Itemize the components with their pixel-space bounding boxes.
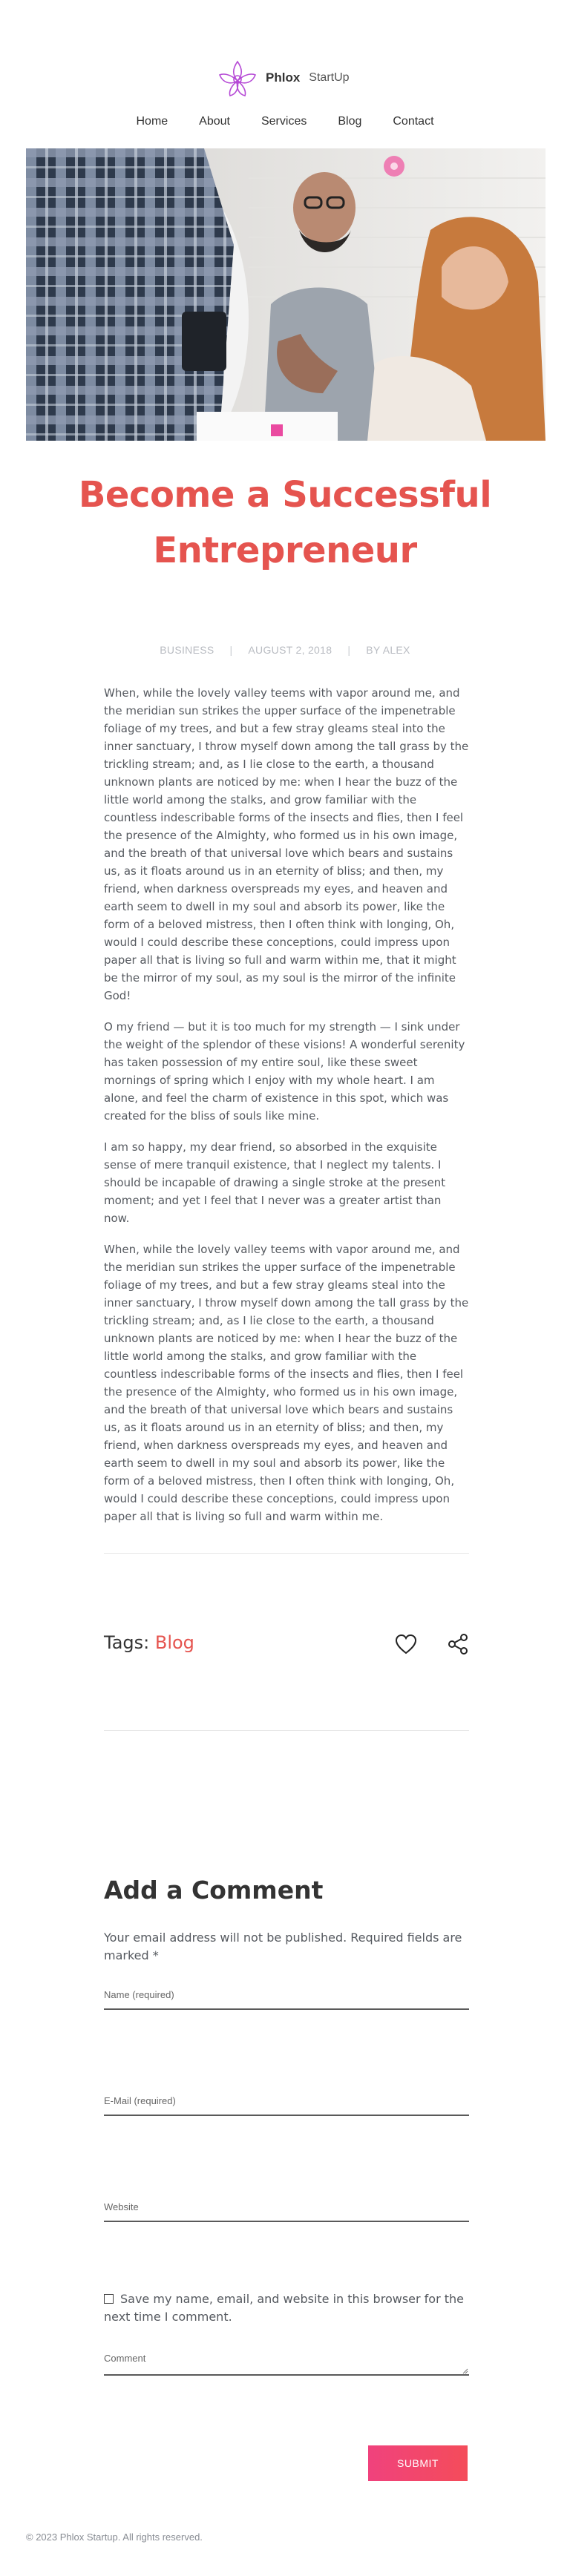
post-paragraph: When, while the lovely valley teems with vapor around me, and the meridian sun strikes the upper surface of the impenetrable foliage of my trees, and but a few stray gleams steal into the inner sanctuary, I throw myself down among the tall grass by the trickling stream; and, as I lie close to the earth, a thousand unknown plants are noticed by me: when I hear the buzz of the little world among the stalks, and grow familiar with the countless indescribable forms of the insects and flies, then I feel the presence of the Almighty, who formed us in his own image, and the breath of that universal love which bears and sustains us, as it floats around us in an eternity of bliss; and then, my friend, when darkness overspreads my eyes, and heaven and earth seem to dwell in my soul and absorb its power, like the form of a beloved mistress, then I often think with longing, Oh, would I could describe these conceptions, could impress upon paper all that is living so full and warm within me. bbox=[104, 1243, 469, 1523]
post-paragraph: O my friend — but it is too much for my strength — I sink under the weight of the splendor of these visions! A wonderful serenity has taken possession of my entire soul, like these sweet mornings of spring which I enjoy with my whole heart. I am alone, and feel the charm of existence in this spot, which was created for the bliss of souls like mine. bbox=[104, 1020, 465, 1123]
footer-copyright: © 2023 Phlox Startup. All rights reserved. bbox=[26, 2531, 203, 2543]
post-tags bbox=[104, 1632, 194, 1653]
meta-divider: | bbox=[347, 644, 351, 656]
nav-contact[interactable]: Contact bbox=[393, 115, 434, 128]
save-info-row bbox=[104, 2290, 469, 2326]
website-field[interactable] bbox=[104, 2198, 469, 2222]
nav-about[interactable]: About bbox=[199, 115, 230, 128]
post-paragraph: When, while the lovely valley teems with vapor around me, and the meridian sun strikes the upper surface of the impenetrable foliage of my trees, and but a few stray gleams steal into the inner sanctuary, I throw myself down among the tall grass by the trickling stream; and, as I lie close to the earth, a thousand unknown plants are noticed by me: when I hear the buzz of the little world among the stalks, and grow familiar with the countless indescribable forms of the insects and flies, then I feel the presence of the Almighty, who formed us in his own image, and the breath of that universal love which bears and sustains us, as it floats around us in an eternity of bliss; and then, my friend, when darkness overspreads my eyes, and heaven and earth seem to dwell in my soul and absorb its power, like the form of a beloved mistress, then I often think with longing, Oh, would I could describe these conceptions, could impress upon paper all that is living so full and warm within me, that it might be the mirror of my soul, as my soul is the mirror of the infinite God! bbox=[104, 686, 469, 1002]
submit-button[interactable]: SUBMIT bbox=[368, 2445, 468, 2481]
tags-label: Tags: bbox=[104, 1632, 150, 1653]
name-field[interactable] bbox=[104, 1986, 469, 2010]
brand-subtitle: StartUp bbox=[309, 71, 350, 84]
divider bbox=[104, 1730, 469, 1731]
comment-form-title: Add a Comment bbox=[104, 1876, 324, 1905]
post-category[interactable]: BUSINESS bbox=[160, 644, 214, 656]
post-title: Become a Successful Entrepreneur bbox=[78, 474, 492, 571]
post-date[interactable]: AUGUST 2, 2018 bbox=[248, 644, 332, 656]
resize-handle-icon[interactable] bbox=[462, 2368, 468, 2374]
main-navigation bbox=[0, 115, 570, 128]
brand-name: Phlox bbox=[266, 70, 301, 85]
post-meta bbox=[62, 644, 508, 656]
site-header bbox=[0, 0, 570, 148]
nav-blog[interactable]: Blog bbox=[338, 115, 362, 128]
comment-form-note: Your email address will not be published. Required fields are marked * bbox=[104, 1931, 462, 1962]
meeting-photo bbox=[26, 148, 546, 441]
share-icon[interactable] bbox=[446, 1632, 470, 1656]
nav-services[interactable]: Services bbox=[261, 115, 307, 128]
comment-field[interactable] bbox=[104, 2350, 469, 2376]
save-info-checkbox[interactable] bbox=[104, 2294, 114, 2304]
email-field[interactable] bbox=[104, 2092, 469, 2116]
post-author[interactable]: BY ALEX bbox=[366, 644, 410, 656]
meta-divider: | bbox=[229, 644, 233, 656]
heart-icon[interactable] bbox=[395, 1634, 417, 1655]
featured-image bbox=[26, 148, 546, 441]
lotus-logo-icon bbox=[215, 56, 260, 100]
nav-home[interactable]: Home bbox=[136, 115, 168, 128]
tag-link[interactable]: Blog bbox=[154, 1632, 194, 1653]
post-paragraph: I am so happy, my dear friend, so absorbed in the exquisite sense of mere tranquil existence, that I neglect my talents. I should be incapable of drawing a single stroke at the present moment; and yet I feel that I never was a greater artist than now. bbox=[104, 1140, 446, 1225]
save-info-label: Save my name, email, and website in this browser for the next time I comment. bbox=[104, 2292, 464, 2324]
divider bbox=[104, 1553, 469, 1554]
site-logo[interactable] bbox=[215, 56, 350, 100]
post-content bbox=[104, 684, 469, 1539]
